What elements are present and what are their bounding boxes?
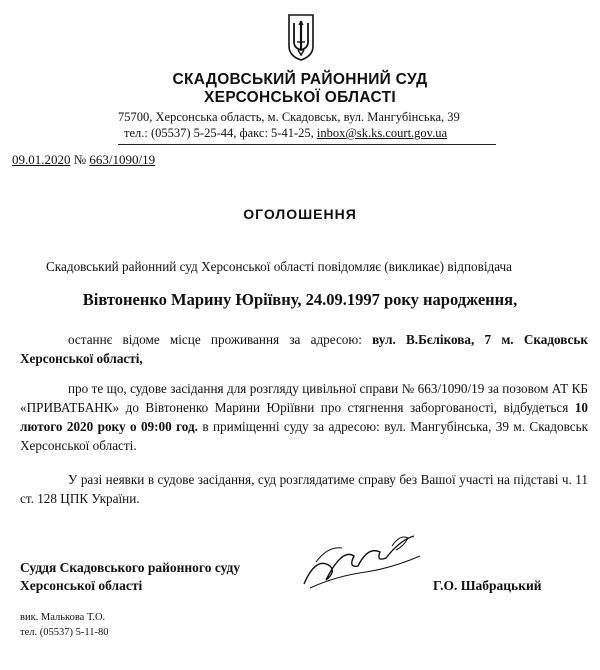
hearing-text-2: в приміщенні суду за адресою: вул. Мангубінська, 39 м. Скадовськ Херсонської області. <box>20 419 588 453</box>
court-name-line1: СКАДОВСЬКИЙ РАЙОННИЙ СУД <box>172 71 428 88</box>
hearing-text-1: про те що, судове засідання для розгляду цивільної справи № 663/1090/19 за позовом АТ КБ «ПРИВАТБАНК» до Вівтоненко Марини Юріївни про стягнення заборгованості, відбудеться <box>20 381 588 415</box>
executor-name: вик. Малькова Т.О. <box>20 612 106 623</box>
outgoing-number: 663/1090/19 <box>89 152 156 167</box>
hearing-datetime: 10 лютого 2020 року о 09:00 год. <box>20 400 588 434</box>
handwritten-signature <box>296 526 426 596</box>
outgoing-date: 09.01.2020 <box>12 152 71 167</box>
outgoing-reference <box>12 152 155 168</box>
phone-fax: тел.: (05537) 5-25-44, факс: 5-41-25, <box>124 126 317 140</box>
residence-text: останнє відоме місце проживання за адресою: <box>68 332 373 347</box>
intro-paragraph: Скадовський районний суд Херсонської області повідомляє (викликає) відповідача <box>46 259 513 274</box>
email-link[interactable]: inbox@sk.ks.court.gov.ua <box>316 126 448 140</box>
document-title: ОГОЛОШЕННЯ <box>243 206 357 222</box>
judge-position-line2: Херсонської області <box>20 578 143 593</box>
hearing-paragraph <box>20 379 588 455</box>
defendant-name: Вівтоненко Марину Юріївну, 24.09.1997 року народження, <box>82 290 518 309</box>
executor-phone: тел. (05537) 5-11-80 <box>20 627 109 638</box>
judge-name: Г.О. Шабрацький <box>433 578 542 593</box>
residence-address: вул. В.Бєлікова, 7 м. Скадовськ Херсонської області, <box>20 332 588 366</box>
header-divider <box>118 144 496 145</box>
number-sign: № <box>73 152 87 167</box>
court-name-line2: ХЕРСОНСЬКОЇ ОБЛАСТІ <box>204 89 396 106</box>
residence-paragraph <box>20 330 588 368</box>
judge-position-line1: Суддя Скадовського районного суду <box>20 560 241 575</box>
court-contacts <box>124 126 447 141</box>
court-address: 75700, Херсонська область, м. Скадовськ, вул. Мангубінська, 39 <box>118 110 460 124</box>
warning-paragraph: У разі неявки в судове засідання, суд розглядатиме справу без Вашої участі на підставі ч. 11 ст. 128 ЦПК України. <box>20 472 588 506</box>
trident-coat-of-arms-icon <box>286 12 316 62</box>
